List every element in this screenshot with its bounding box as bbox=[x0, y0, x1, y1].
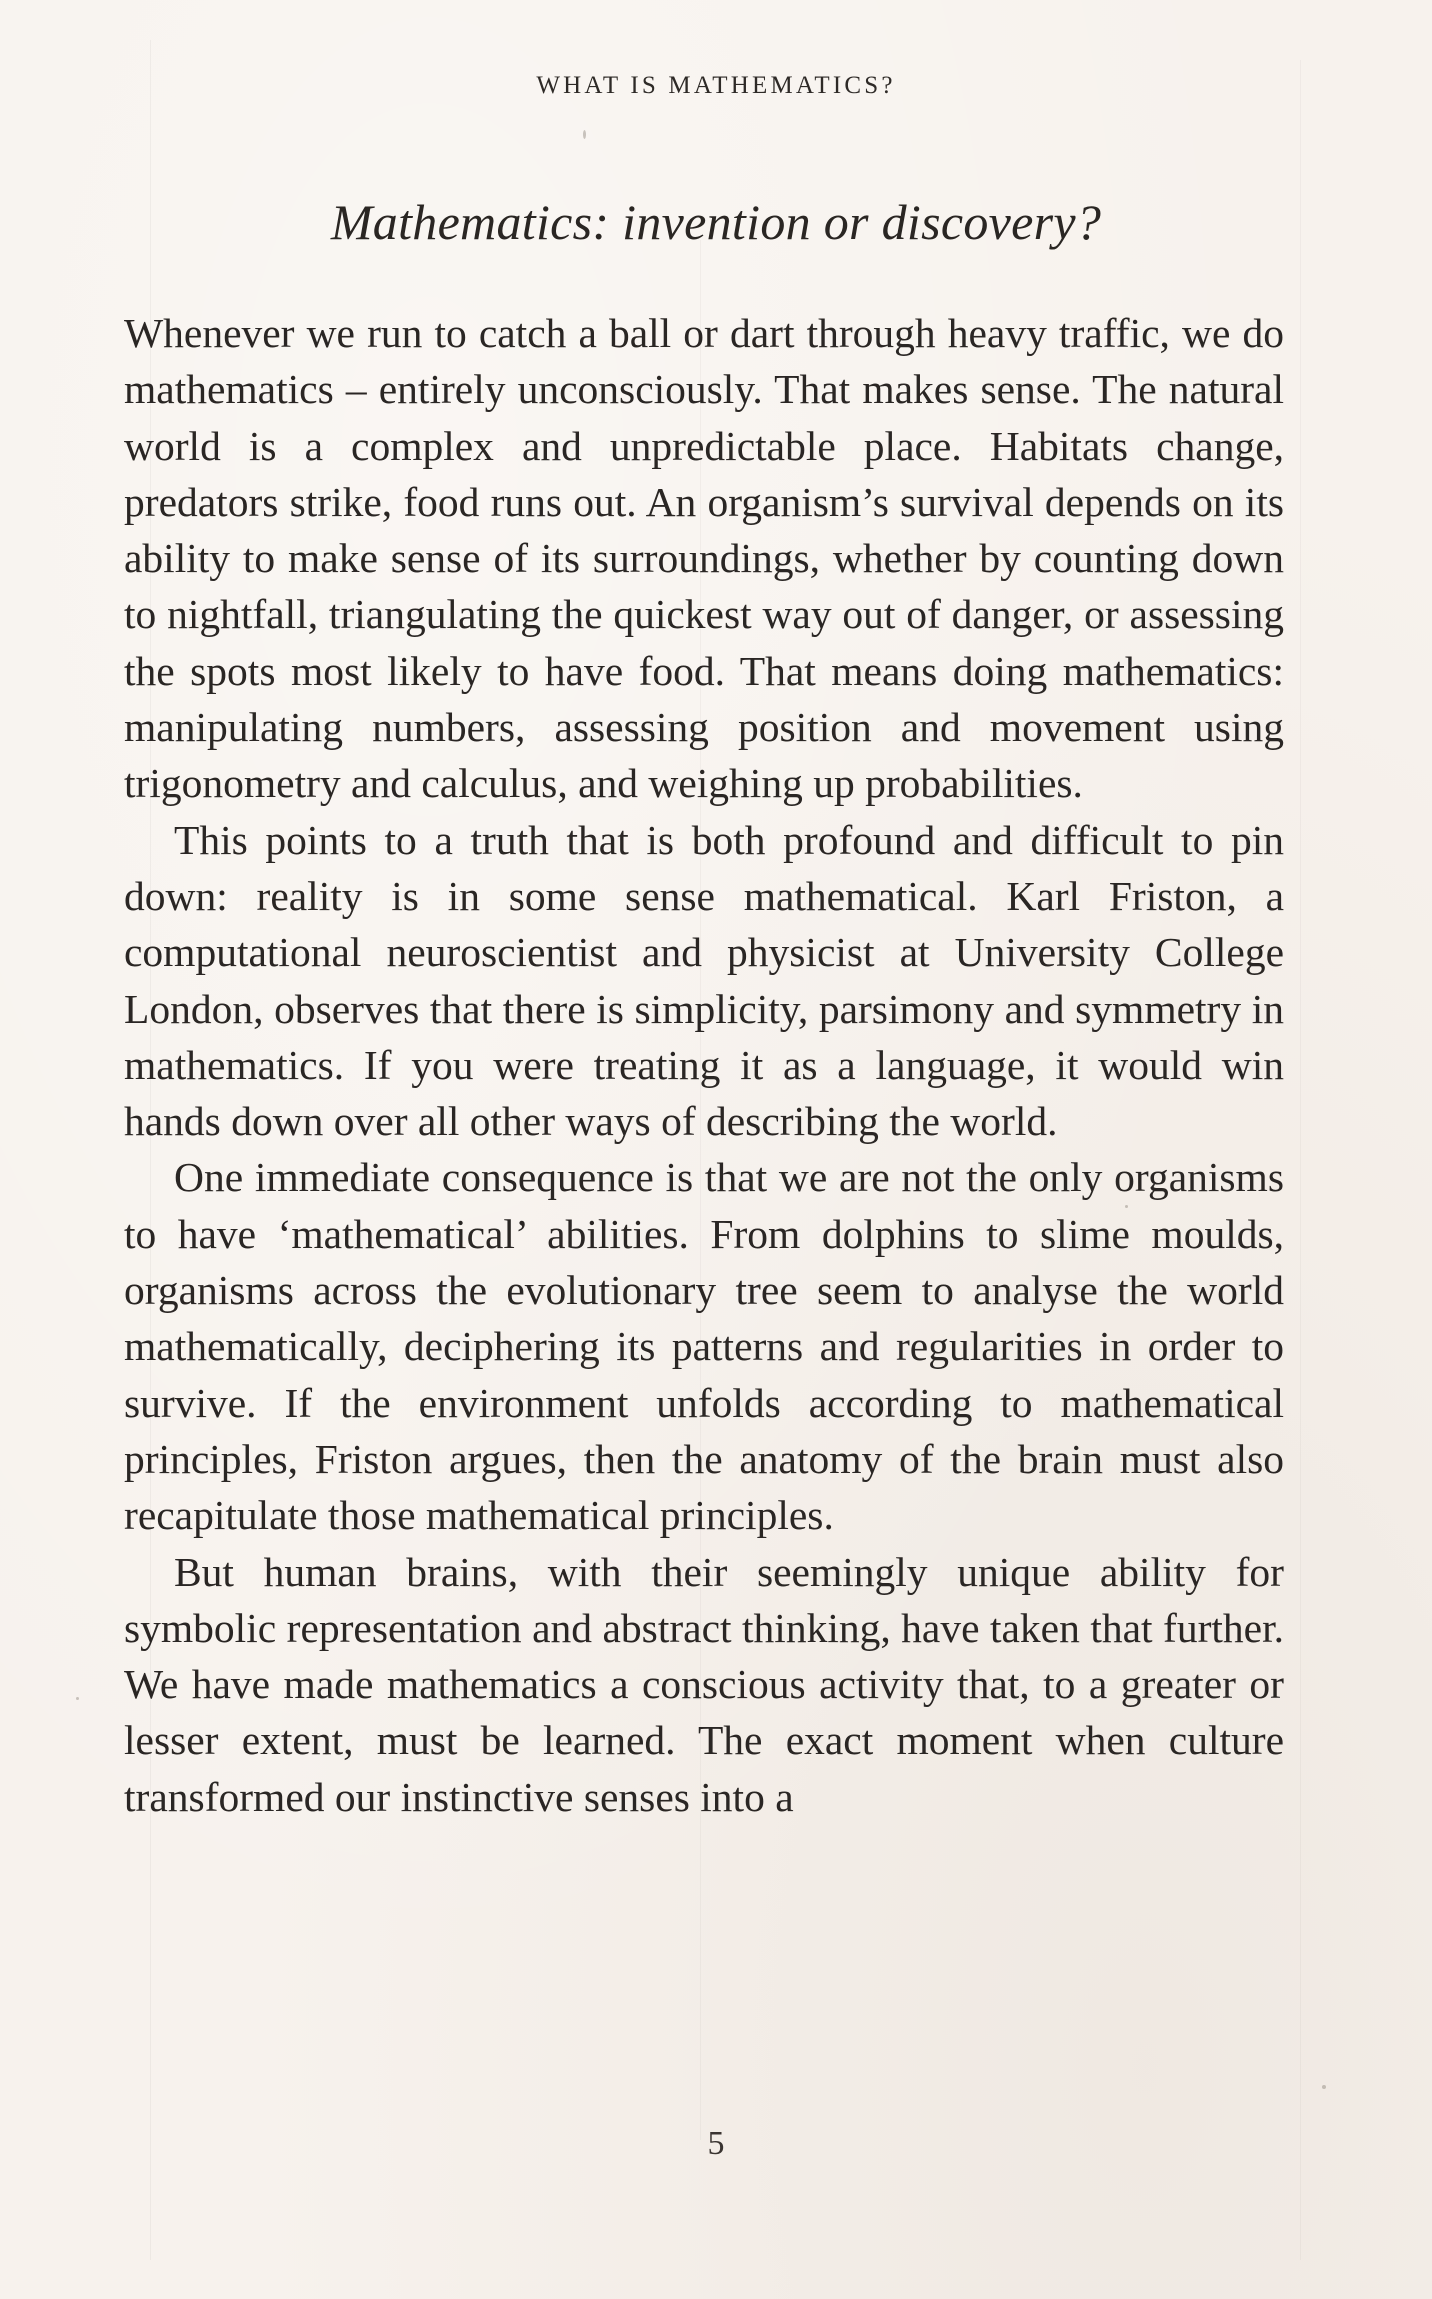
paper-speck bbox=[583, 130, 586, 139]
section-title: Mathematics: invention or discovery? bbox=[330, 194, 1102, 250]
paragraph: But human brains, with their seemingly unique ability for symbolic representation and abstract thinking, have taken that further. We have made mathematics a conscious activity that, to a greater or lesser extent, must be learned. The exact moment when culture transformed our instinctive senses into a bbox=[124, 1548, 1284, 1820]
paper-speck bbox=[1322, 2085, 1326, 2089]
page-crease-right bbox=[1300, 60, 1301, 2260]
paragraph: One immediate consequence is that we are not the only organisms to have ‘mathematical’ abilities. From dolphins to slime moulds, organisms across the evolutionary tree seem to analyse the world mathematically, deciphering its patterns and regularities in order to survive. If the environment unfolds according to mathematical principles, Friston argues, then the anatomy of the brain must also recapitulate those mathematical principles. bbox=[124, 1154, 1284, 1539]
paragraph: This points to a truth that is both profound and difficult to pin down: reality is in some sense mathematical. Karl Friston, a computational neuroscientist and physicist at University College London, observes that there is simplicity, parsimony and symmetry in mathematics. If you were treating it as a language, it would win hands down over all other ways of describing the world. bbox=[124, 816, 1284, 1145]
paragraph: Whenever we run to catch a ball or dart through heavy traffic, we do mathematics – entirely unconsciously. That makes sense. The natural world is a complex and unpredictable place. Habitats change, predators strike, food runs out. An organism’s survival depends on its ability to make sense of its surroundings, whether by counting down to nightfall, triangulating the quickest way out of danger, or assessing the spots most likely to have food. That means doing mathematics: manipulating numbers, assessing position and movement using trigonometry and calculus, and weighing up probabilities. bbox=[124, 310, 1284, 807]
paper-speck bbox=[76, 1697, 79, 1700]
page-number: 5 bbox=[707, 2125, 725, 2162]
running-head: WHAT IS MATHEMATICS? bbox=[536, 72, 896, 99]
body-text bbox=[124, 305, 1284, 1825]
